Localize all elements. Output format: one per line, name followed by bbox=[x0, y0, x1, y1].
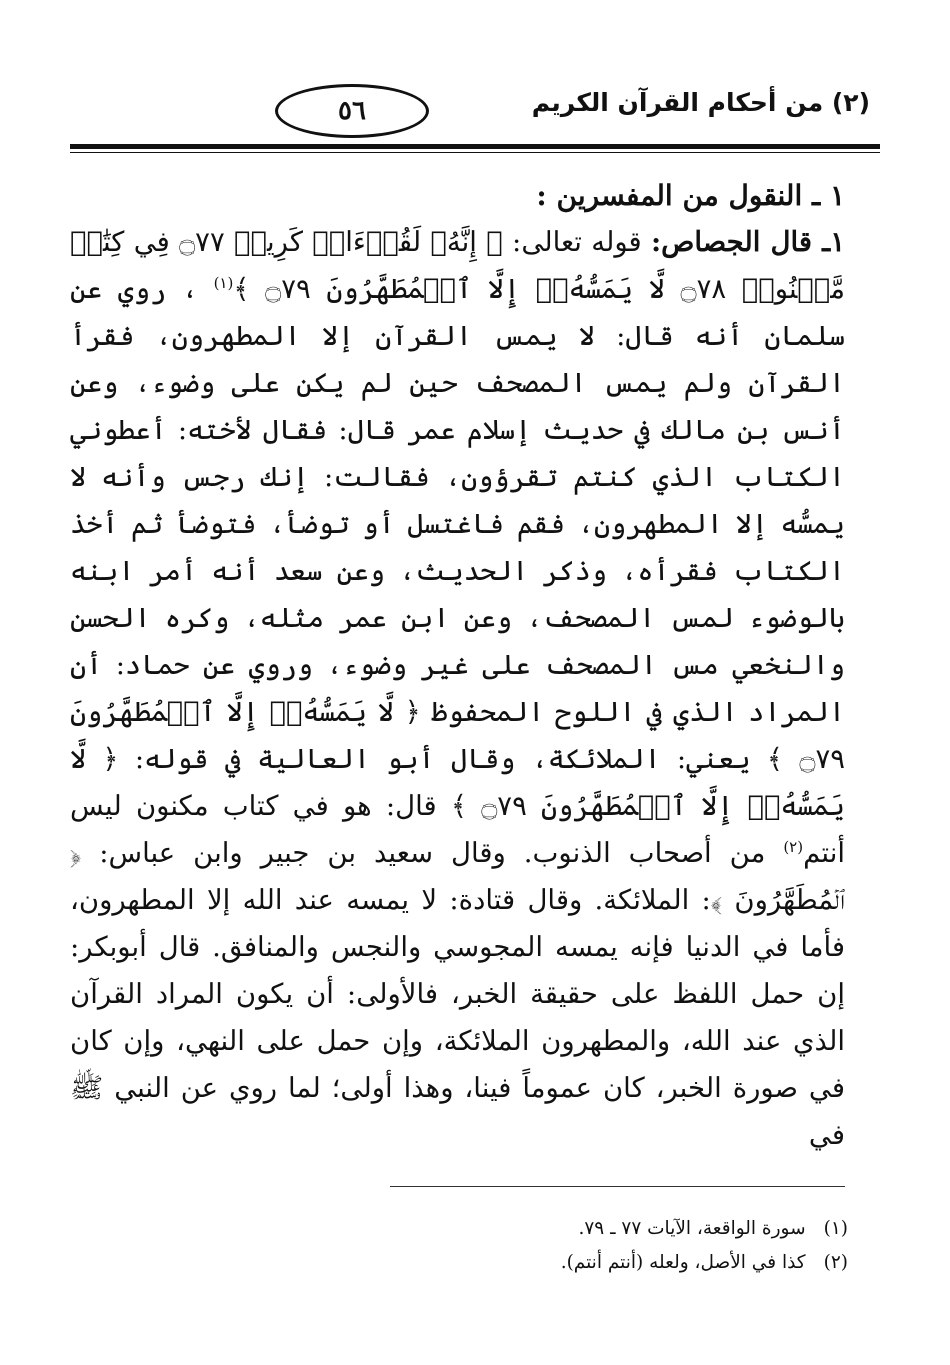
main-content bbox=[70, 172, 845, 1159]
footnote-number: (٢) bbox=[823, 1252, 848, 1273]
page-header bbox=[70, 72, 880, 152]
speaker-label: ١ـ قال الجصاص: bbox=[651, 226, 846, 258]
section-heading: ١ ـ النقول من المفسرين : bbox=[536, 179, 845, 212]
page-number: ٥٦ bbox=[275, 84, 429, 138]
footnote-1 bbox=[370, 1212, 848, 1246]
footnote-reference: (٢) bbox=[783, 837, 804, 856]
header-rule-thin bbox=[70, 152, 880, 153]
footnote-2 bbox=[370, 1246, 848, 1280]
footnote-text: سورة الواقعة، الآيات ٧٧ ـ ٧٩. bbox=[578, 1218, 806, 1239]
footnote-separator bbox=[390, 1186, 845, 1187]
paragraph-text: ، روي عن سلمان أنه قال: لا يمس القرآن إلا المطهرون، فقرأ القرآن ولم يمس المصحف حين لم يكن على وضوء، وعن أنس بن مالك في حديث إسلام عمر قال: فقال لأخته: أعطوني الكتاب الذي كنتم تقرؤون، فقالت: إنك رجس وأنه لا يمسُّه إلا المطهرون، فقم فاغتسل أو توضأ، فتوضأ ثم أخذ الكتاب فقرأه، وذكر الحديث، وعن سعد أنه أمر ابنه بالوضوء لمس المصحف، وعن ابن عمر مثله، وكره الحسن والنخعي مس المصحف على غير وضوء، وروي عن حماد: أن المراد الذي في اللوح المحفوظ ﴿ لَّا يَمَسُّهُۥٓ إِلَّا ٱلۡمُطَهَّرُونَ ۝٧٩ ﴾ يعني: الملائكة، وقال أبو العالية في قوله: ﴿ لَّا يَمَسُّهُۥٓ إِلَّا ٱلۡمُطَهَّرُونَ ۝٧٩ ﴾ قال: هو في كتاب مكنون ليس أنتم bbox=[70, 273, 845, 869]
body-paragraph bbox=[70, 219, 845, 1159]
footnote-number: (١) bbox=[823, 1218, 848, 1239]
paragraph-text: قوله تعالى: ﴿ إِنَّهُۥ لَقُرۡءَانٞ كَرِيمٞ ۝٧٧ فِي كِتَٰبٖ مَّكۡنُونٖ ۝٧٨ لَّا يَمَسُّهُۥٓ إِلَّا ٱلۡمُطَهَّرُونَ ۝٧٩ ﴾ bbox=[70, 226, 845, 305]
header-rule-thick bbox=[70, 144, 880, 149]
footnote-reference: (١) bbox=[213, 273, 234, 292]
book-title: (٢) من أحكام القرآن الكريم bbox=[531, 88, 870, 117]
paragraph-text: من أصحاب الذنوب. وقال سعيد بن جبير وابن عباس: ﴿ ٱلۡمُطَهَّرُونَ ﴾: الملائكة. وقال قتادة: لا يمسه عند الله إلا المطهرون، فأما في الدنيا فإنه يمسه المجوسي والنجس والمنافق. قال أبوبكر: إن حمل اللفظ على حقيقة الخبر، فالأولى: أن يكون المراد القرآن الذي عند الله، والمطهرون الملائكة، وإن حمل على النهي، وإن كان في صورة الخبر، كان عموماً فينا، وهذا أولى؛ لما روي عن النبي ﷺ في bbox=[70, 837, 845, 1151]
footnote-text: كذا في الأصل، ولعله (أنتم أنتم). bbox=[560, 1252, 806, 1273]
footnotes bbox=[370, 1212, 848, 1280]
